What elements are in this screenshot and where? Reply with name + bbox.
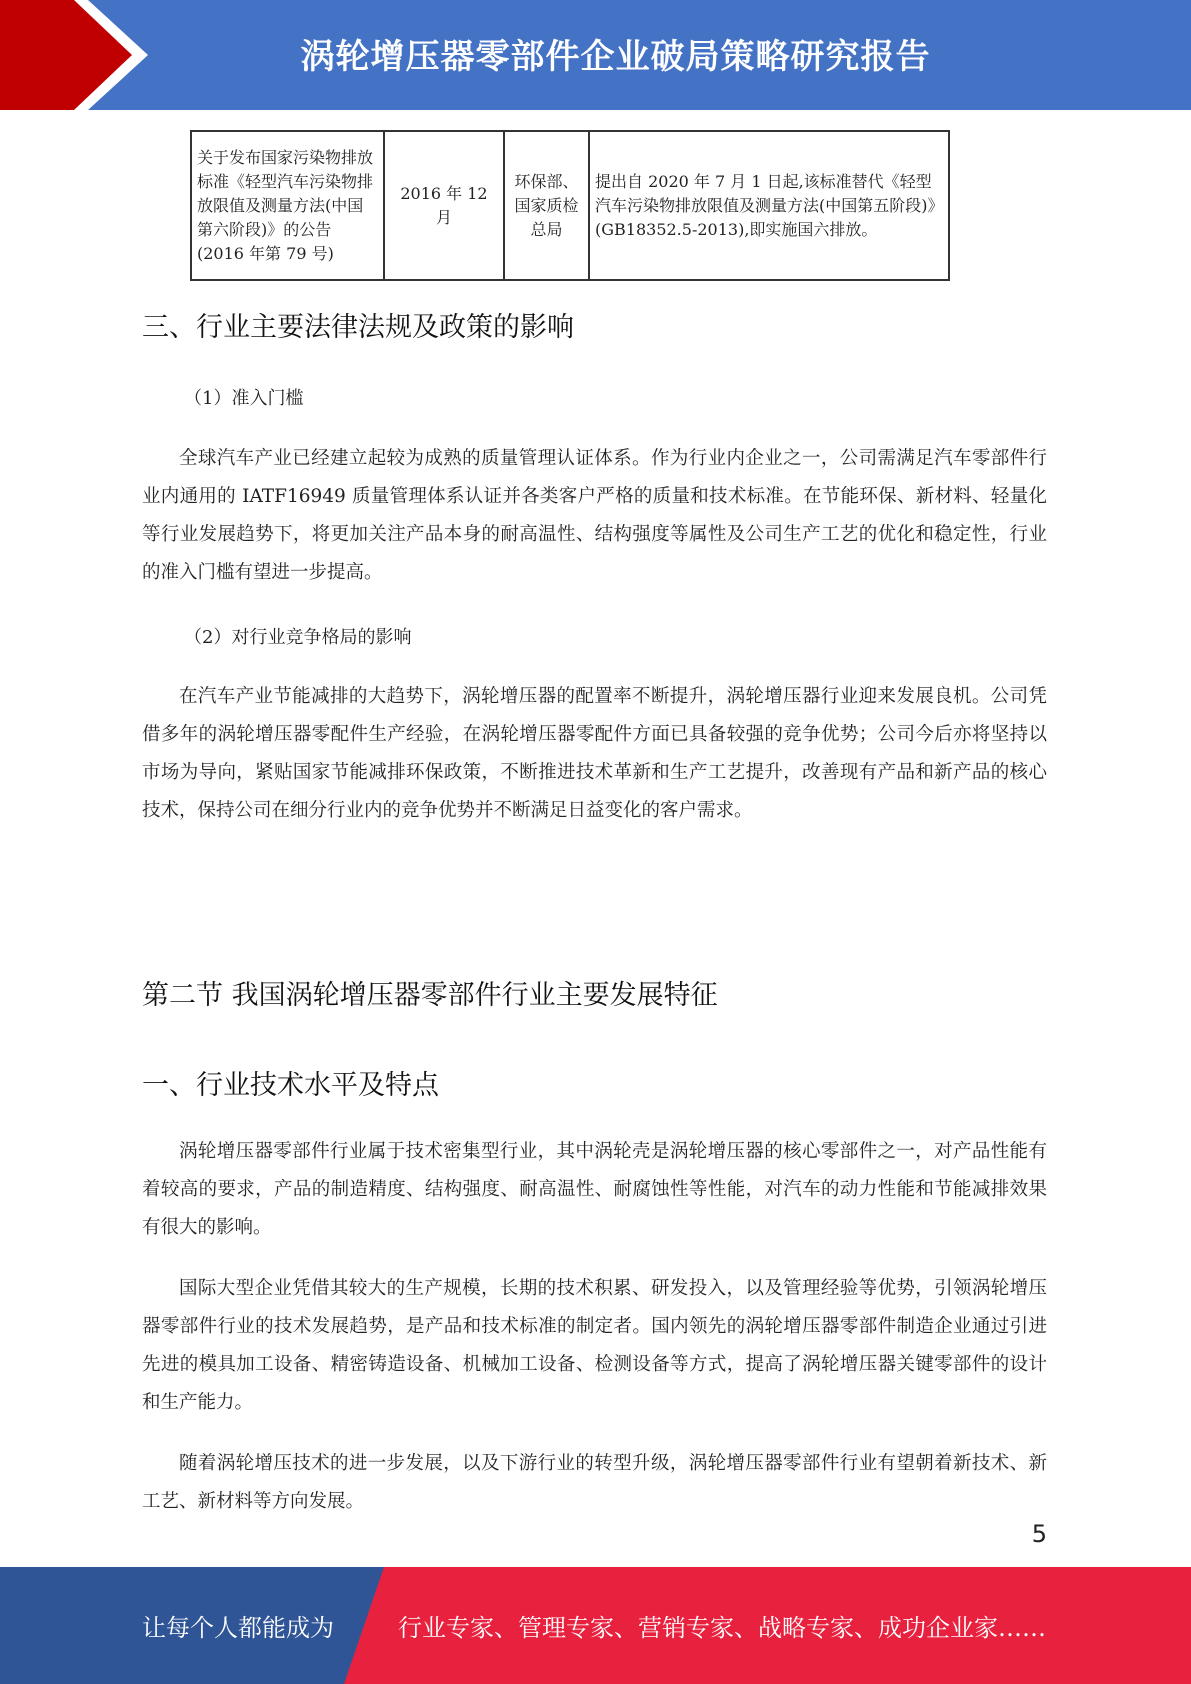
policy-issuer-cell: 环保部、国家质检总局 [504,131,589,280]
footer-slogan-left: 让每个人都能成为 [142,1614,334,1642]
paragraph-future-trend: 随着涡轮增压技术的进一步发展，以及下游行业的转型升级，涡轮增压器零部件行业有望朝着新技术、新工艺、新材料等方向发展。 [142,1453,1047,1512]
section-heading-tech-level: 一、行业技术水平及特点 [142,1070,439,1101]
paragraph-competition: 在汽车产业节能减排的大趋势下，涡轮增压器的配置率不断提升，涡轮增压器行业迎来发展良机。公司凭借多年的涡轮增压器零配件生产经验，在涡轮增压器零配件方面已具备较强的竞争优势；公司今后亦将坚持以市场为导向，紧贴国家节能减排环保政策，不断推进技术革新和生产工艺提升，改善现有产品和新产品的核心技术，保持公司在细分行业内的竞争优势并不断满足日益变化的客户需求。 [142,686,1047,821]
subheading-entry-barrier: （1）准入门槛 [184,388,304,409]
policy-date-cell: 2016 年 12 月 [384,131,504,280]
footer-slogan-right: 行业专家、管理专家、营销专家、战略专家、成功企业家…… [398,1614,1046,1642]
report-title: 涡轮增压器零部件企业破局策略研究报告 [300,36,931,77]
paragraph-entry-barrier: 全球汽车产业已经建立起较为成熟的质量管理认证体系。作为行业内企业之一，公司需满足汽车零部件行业内通用的 IATF16949 质量管理体系认证并各类客户严格的质量和技术标准。在节能环保、新材料、轻量化等行业发展趋势下，将更加关注产品本身的耐高温性、结构强度等属性及公司生产工艺的优化和稳定性，行业的准入门槛有望进一步提高。 [142,448,1047,583]
subheading-competition: （2）对行业竞争格局的影响 [184,627,412,648]
section-heading-policy-impact: 三、行业主要法律法规及政策的影响 [142,312,574,343]
page-number: 5 [1031,1520,1047,1548]
table-row [191,131,949,280]
header-bar [0,0,1191,110]
policy-name-cell: 关于发布国家污染物排放标准《轻型汽车污染物排放限值及测量方法(中国第六阶段)》的公告(2016 年第 79 号) [191,131,384,280]
footer-bar [0,1567,1191,1684]
paragraph-tech-intensive: 涡轮增压器零部件行业属于技术密集型行业，其中涡轮壳是涡轮增压器的核心零部件之一，对产品性能有着较高的要求，产品的制造精度、结构强度、耐高温性、耐腐蚀性等性能，对汽车的动力性能和节能减排效果有很大的影响。 [142,1141,1047,1238]
header-arrow-icon [0,0,150,110]
policy-content-cell: 提出自 2020 年 7 月 1 日起,该标准替代《轻型汽车污染物排放限值及测量方法(中国第五阶段)》(GB18352.5-2013),即实施国六排放。 [589,131,949,280]
paragraph-international-firms: 国际大型企业凭借其较大的生产规模，长期的技术积累、研发投入，以及管理经验等优势，引领涡轮增压器零部件行业的技术发展趋势，是产品和技术标准的制定者。国内领先的涡轮增压器零部件制造企业通过引进先进的模具加工设备、精密铸造设备、机械加工设备、检测设备等方式，提高了涡轮增压器关键零部件的设计和生产能力。 [142,1278,1047,1413]
chapter-heading: 第二节 我国涡轮增压器零部件行业主要发展特征 [142,980,718,1011]
policy-table [190,130,950,281]
